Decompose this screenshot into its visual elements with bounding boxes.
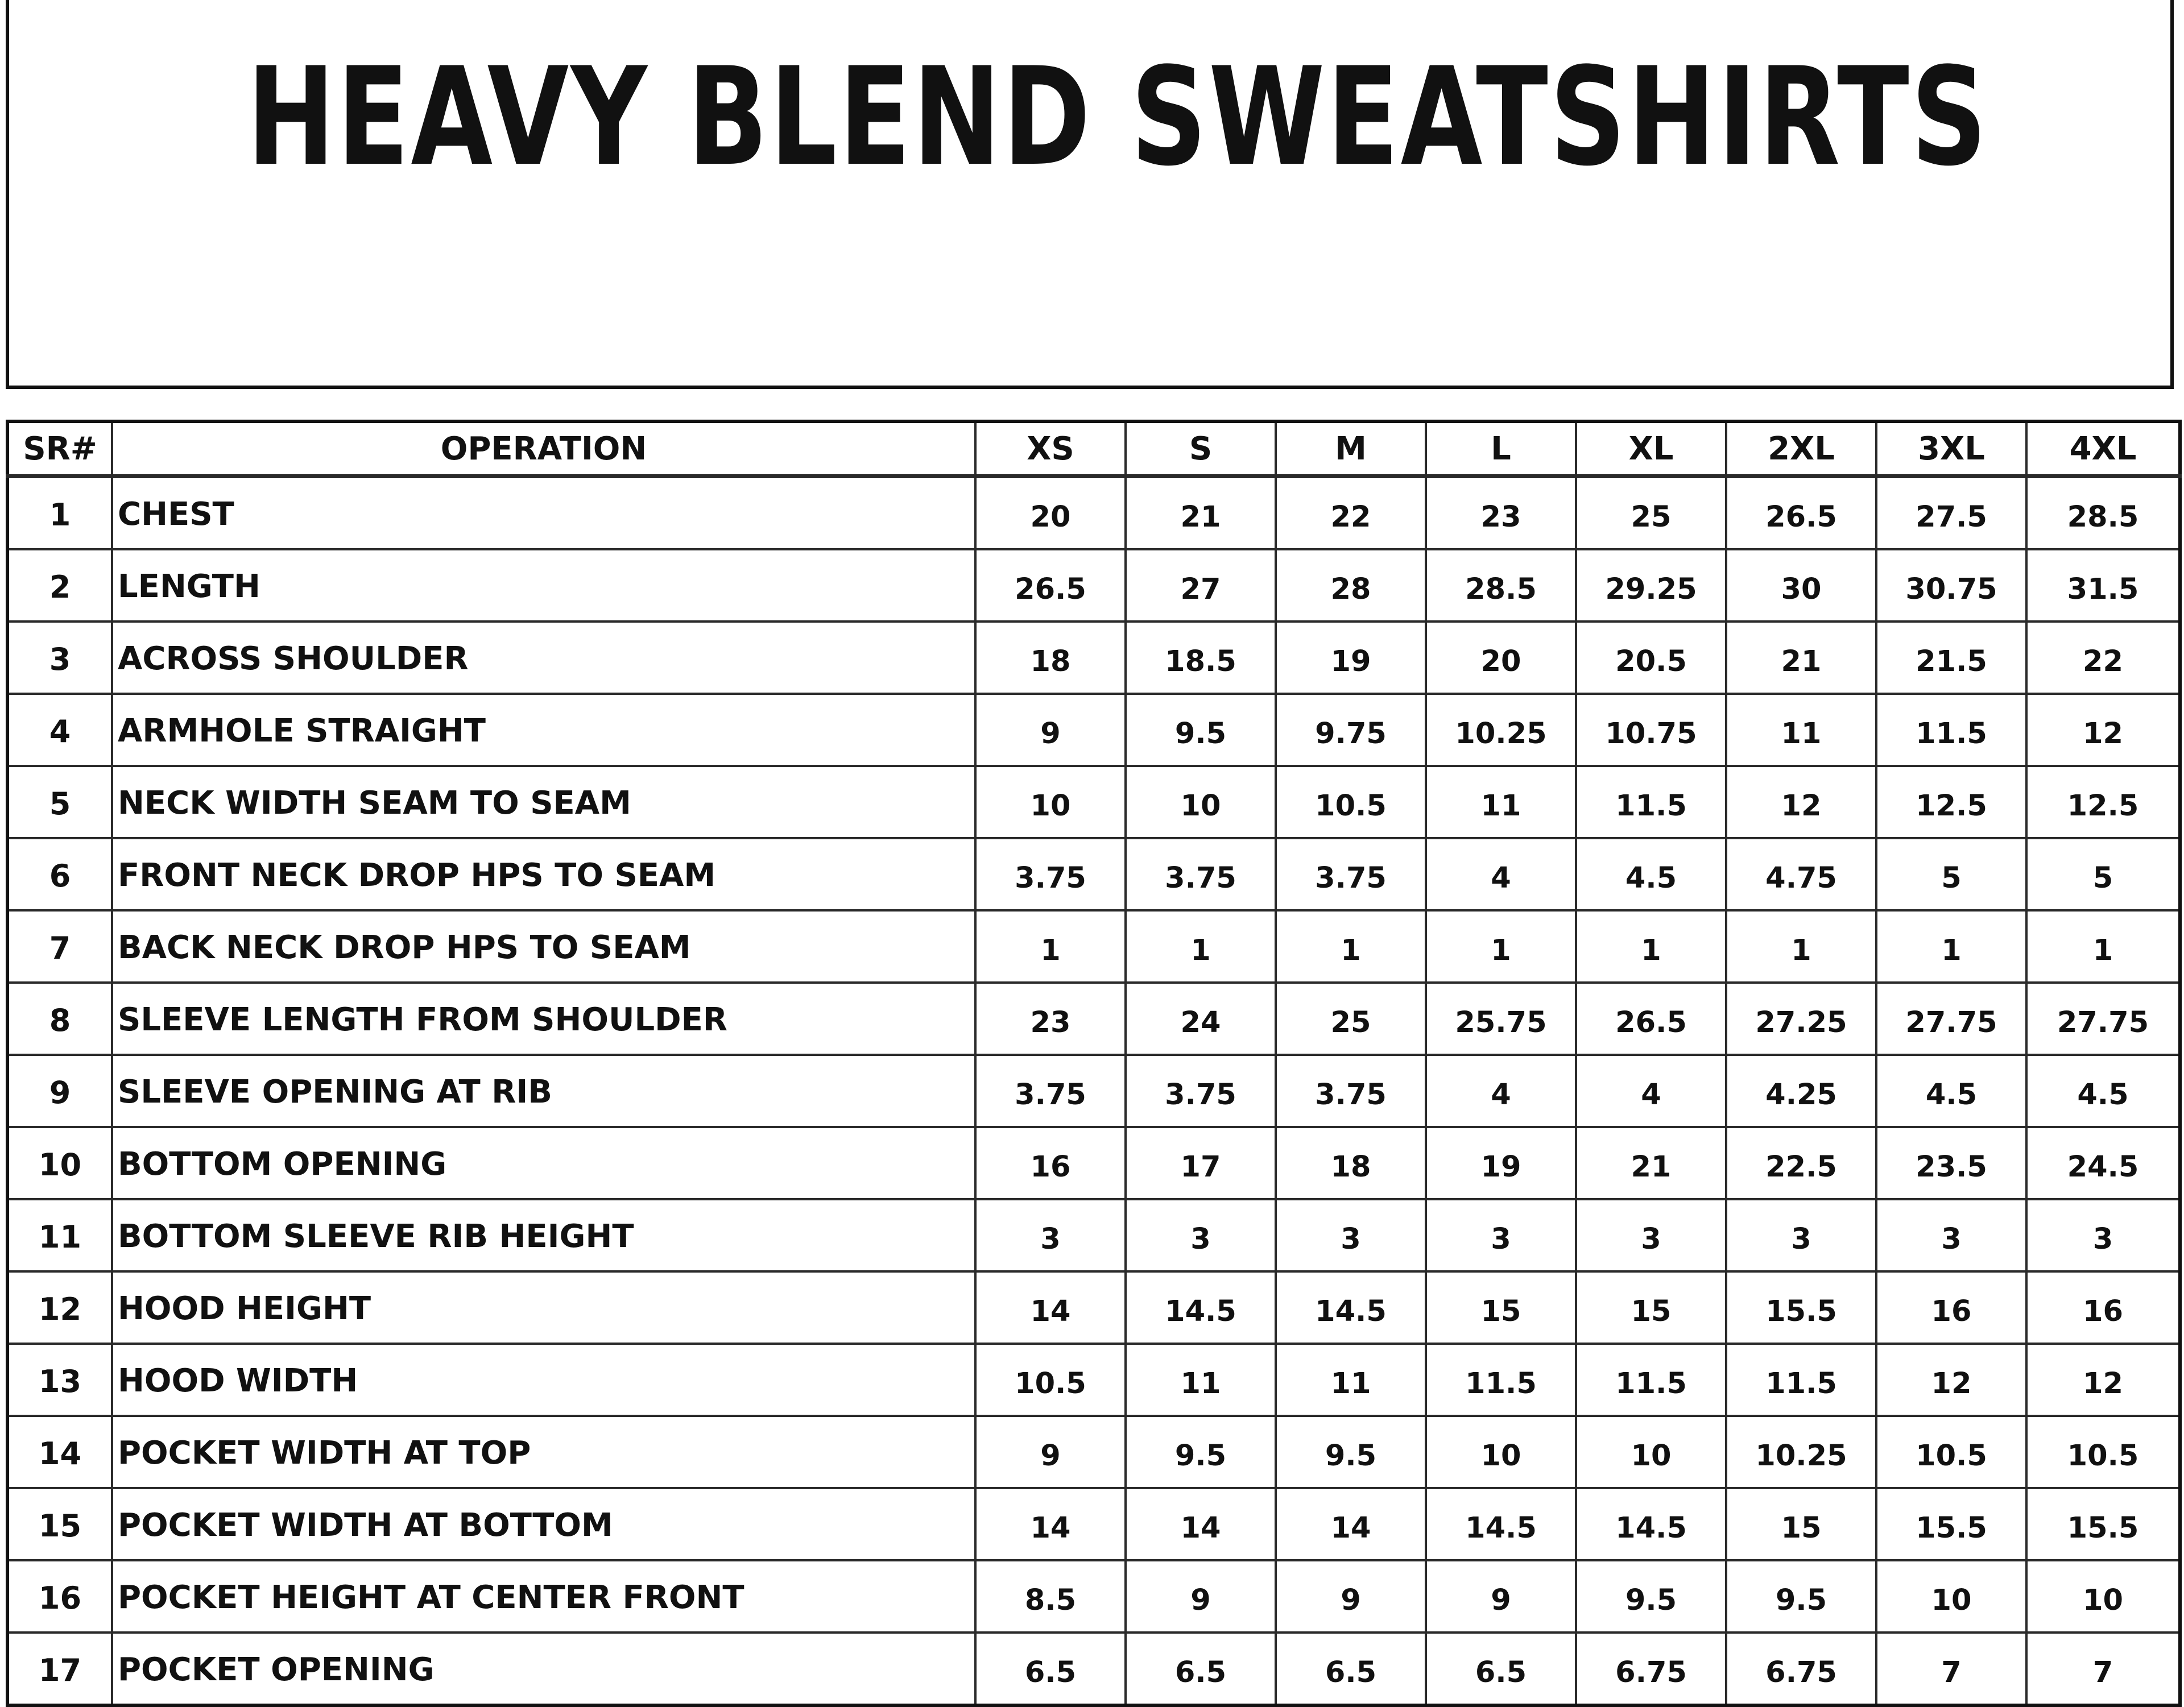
cell-2xl: 12 (1726, 766, 1876, 838)
cell-xl: 21 (1576, 1127, 1726, 1199)
cell-operation: HOOD WIDTH (112, 1344, 975, 1416)
table-row (7, 622, 2180, 694)
cell-xs: 23 (975, 983, 1126, 1055)
cell-4xl: 12 (2026, 1344, 2180, 1416)
table-row (7, 766, 2180, 838)
cell-s: 24 (1126, 983, 1276, 1055)
cell-2xl: 21 (1726, 622, 1876, 694)
cell-3xl: 27.75 (1876, 983, 2026, 1055)
cell-m: 14.5 (1276, 1271, 1426, 1344)
cell-l: 14.5 (1426, 1488, 1576, 1560)
cell-m: 9.75 (1276, 694, 1426, 766)
cell-xs: 10.5 (975, 1344, 1126, 1416)
table-header-row (7, 421, 2180, 477)
cell-xl: 15 (1576, 1271, 1726, 1344)
cell-xl: 10 (1576, 1416, 1726, 1488)
table-row (7, 910, 2180, 983)
cell-xl: 29.25 (1576, 549, 1726, 622)
cell-sr: 11 (7, 1199, 112, 1271)
table-row (7, 1488, 2180, 1560)
cell-operation: BOTTOM OPENING (112, 1127, 975, 1199)
cell-3xl: 23.5 (1876, 1127, 2026, 1199)
cell-operation: POCKET OPENING (112, 1633, 975, 1705)
cell-operation: POCKET HEIGHT AT CENTER FRONT (112, 1560, 975, 1633)
cell-xs: 6.5 (975, 1633, 1126, 1705)
cell-m: 6.5 (1276, 1633, 1426, 1705)
cell-xs: 3.75 (975, 838, 1126, 910)
cell-sr: 6 (7, 838, 112, 910)
cell-m: 9.5 (1276, 1416, 1426, 1488)
cell-s: 1 (1126, 910, 1276, 983)
cell-xs: 8.5 (975, 1560, 1126, 1633)
cell-xs: 14 (975, 1271, 1126, 1344)
cell-2xl: 6.75 (1726, 1633, 1876, 1705)
cell-l: 1 (1426, 910, 1576, 983)
cell-4xl: 5 (2026, 838, 2180, 910)
column-header-size-l: L (1426, 421, 1576, 477)
table-body (7, 477, 2180, 1706)
cell-4xl: 1 (2026, 910, 2180, 983)
cell-2xl: 15 (1726, 1488, 1876, 1560)
cell-operation: CHEST (112, 477, 975, 550)
cell-operation: BACK NECK DROP HPS TO SEAM (112, 910, 975, 983)
cell-xl: 26.5 (1576, 983, 1726, 1055)
cell-2xl: 10.25 (1726, 1416, 1876, 1488)
cell-m: 1 (1276, 910, 1426, 983)
cell-m: 3.75 (1276, 1055, 1426, 1127)
cell-operation: SLEEVE LENGTH FROM SHOULDER (112, 983, 975, 1055)
cell-xs: 1 (975, 910, 1126, 983)
cell-sr: 14 (7, 1416, 112, 1488)
column-header-size-2xl: 2XL (1726, 421, 1876, 477)
cell-sr: 10 (7, 1127, 112, 1199)
cell-s: 3.75 (1126, 1055, 1276, 1127)
cell-l: 9 (1426, 1560, 1576, 1633)
cell-s: 14 (1126, 1488, 1276, 1560)
cell-xs: 10 (975, 766, 1126, 838)
cell-l: 20 (1426, 622, 1576, 694)
cell-m: 3.75 (1276, 838, 1426, 910)
cell-sr: 9 (7, 1055, 112, 1127)
cell-4xl: 10.5 (2026, 1416, 2180, 1488)
table-row (7, 838, 2180, 910)
cell-s: 9.5 (1126, 694, 1276, 766)
table-row (7, 1416, 2180, 1488)
cell-xl: 9.5 (1576, 1560, 1726, 1633)
cell-2xl: 27.25 (1726, 983, 1876, 1055)
cell-3xl: 15.5 (1876, 1488, 2026, 1560)
cell-4xl: 12 (2026, 694, 2180, 766)
cell-2xl: 3 (1726, 1199, 1876, 1271)
cell-3xl: 1 (1876, 910, 2026, 983)
cell-s: 17 (1126, 1127, 1276, 1199)
cell-l: 10.25 (1426, 694, 1576, 766)
cell-2xl: 9.5 (1726, 1560, 1876, 1633)
cell-4xl: 15.5 (2026, 1488, 2180, 1560)
cell-l: 15 (1426, 1271, 1576, 1344)
cell-s: 14.5 (1126, 1271, 1276, 1344)
cell-xs: 3 (975, 1199, 1126, 1271)
cell-sr: 5 (7, 766, 112, 838)
cell-sr: 7 (7, 910, 112, 983)
column-header-size-m: M (1276, 421, 1426, 477)
cell-xl: 10.75 (1576, 694, 1726, 766)
column-header-operation: OPERATION (112, 421, 975, 477)
table-row (7, 1633, 2180, 1705)
cell-l: 19 (1426, 1127, 1576, 1199)
cell-2xl: 26.5 (1726, 477, 1876, 550)
cell-3xl: 5 (1876, 838, 2026, 910)
cell-xs: 16 (975, 1127, 1126, 1199)
cell-3xl: 12.5 (1876, 766, 2026, 838)
cell-2xl: 11 (1726, 694, 1876, 766)
cell-xl: 1 (1576, 910, 1726, 983)
title-box (6, 0, 2174, 389)
cell-xs: 18 (975, 622, 1126, 694)
cell-operation: FRONT NECK DROP HPS TO SEAM (112, 838, 975, 910)
cell-l: 28.5 (1426, 549, 1576, 622)
cell-l: 6.5 (1426, 1633, 1576, 1705)
cell-sr: 15 (7, 1488, 112, 1560)
cell-operation: POCKET WIDTH AT BOTTOM (112, 1488, 975, 1560)
size-spec-table (6, 420, 2182, 1707)
cell-xl: 20.5 (1576, 622, 1726, 694)
table-row (7, 549, 2180, 622)
cell-3xl: 10 (1876, 1560, 2026, 1633)
cell-4xl: 27.75 (2026, 983, 2180, 1055)
cell-l: 10 (1426, 1416, 1576, 1488)
cell-sr: 4 (7, 694, 112, 766)
cell-m: 28 (1276, 549, 1426, 622)
cell-xs: 9 (975, 694, 1126, 766)
cell-sr: 2 (7, 549, 112, 622)
cell-4xl: 31.5 (2026, 549, 2180, 622)
table-row (7, 1344, 2180, 1416)
cell-2xl: 4.75 (1726, 838, 1876, 910)
cell-xl: 11.5 (1576, 1344, 1726, 1416)
table-row (7, 1055, 2180, 1127)
cell-m: 19 (1276, 622, 1426, 694)
cell-2xl: 22.5 (1726, 1127, 1876, 1199)
cell-m: 10.5 (1276, 766, 1426, 838)
cell-sr: 3 (7, 622, 112, 694)
cell-3xl: 4.5 (1876, 1055, 2026, 1127)
cell-xl: 14.5 (1576, 1488, 1726, 1560)
cell-sr: 13 (7, 1344, 112, 1416)
cell-xs: 14 (975, 1488, 1126, 1560)
cell-xl: 4 (1576, 1055, 1726, 1127)
cell-xs: 9 (975, 1416, 1126, 1488)
cell-l: 3 (1426, 1199, 1576, 1271)
cell-operation: ACROSS SHOULDER (112, 622, 975, 694)
cell-2xl: 30 (1726, 549, 1876, 622)
cell-operation: LENGTH (112, 549, 975, 622)
table-row (7, 983, 2180, 1055)
cell-3xl: 12 (1876, 1344, 2026, 1416)
cell-2xl: 11.5 (1726, 1344, 1876, 1416)
cell-xl: 11.5 (1576, 766, 1726, 838)
cell-4xl: 3 (2026, 1199, 2180, 1271)
cell-s: 18.5 (1126, 622, 1276, 694)
cell-m: 3 (1276, 1199, 1426, 1271)
cell-4xl: 28.5 (2026, 477, 2180, 550)
column-header-size-xs: XS (975, 421, 1126, 477)
cell-m: 22 (1276, 477, 1426, 550)
cell-xl: 4.5 (1576, 838, 1726, 910)
cell-l: 25.75 (1426, 983, 1576, 1055)
cell-3xl: 30.75 (1876, 549, 2026, 622)
cell-l: 4 (1426, 838, 1576, 910)
cell-s: 9 (1126, 1560, 1276, 1633)
cell-sr: 8 (7, 983, 112, 1055)
cell-s: 6.5 (1126, 1633, 1276, 1705)
cell-operation: POCKET WIDTH AT TOP (112, 1416, 975, 1488)
cell-m: 18 (1276, 1127, 1426, 1199)
cell-4xl: 10 (2026, 1560, 2180, 1633)
cell-s: 3 (1126, 1199, 1276, 1271)
cell-operation: ARMHOLE STRAIGHT (112, 694, 975, 766)
cell-xs: 20 (975, 477, 1126, 550)
table-row (7, 477, 2180, 550)
cell-l: 23 (1426, 477, 1576, 550)
cell-xs: 3.75 (975, 1055, 1126, 1127)
cell-4xl: 7 (2026, 1633, 2180, 1705)
cell-sr: 16 (7, 1560, 112, 1633)
table-row (7, 1271, 2180, 1344)
cell-m: 25 (1276, 983, 1426, 1055)
table-row (7, 1199, 2180, 1271)
cell-2xl: 4.25 (1726, 1055, 1876, 1127)
cell-4xl: 4.5 (2026, 1055, 2180, 1127)
cell-l: 11.5 (1426, 1344, 1576, 1416)
cell-operation: BOTTOM SLEEVE RIB HEIGHT (112, 1199, 975, 1271)
cell-3xl: 7 (1876, 1633, 2026, 1705)
cell-4xl: 24.5 (2026, 1127, 2180, 1199)
cell-xl: 3 (1576, 1199, 1726, 1271)
cell-3xl: 10.5 (1876, 1416, 2026, 1488)
column-header-sr: SR# (7, 421, 112, 477)
column-header-size-3xl: 3XL (1876, 421, 2026, 477)
cell-m: 9 (1276, 1560, 1426, 1633)
cell-operation: NECK WIDTH SEAM TO SEAM (112, 766, 975, 838)
cell-xs: 26.5 (975, 549, 1126, 622)
cell-l: 4 (1426, 1055, 1576, 1127)
cell-s: 9.5 (1126, 1416, 1276, 1488)
cell-s: 21 (1126, 477, 1276, 550)
cell-3xl: 21.5 (1876, 622, 2026, 694)
cell-sr: 12 (7, 1271, 112, 1344)
cell-3xl: 16 (1876, 1271, 2026, 1344)
cell-4xl: 12.5 (2026, 766, 2180, 838)
cell-operation: SLEEVE OPENING AT RIB (112, 1055, 975, 1127)
cell-xl: 6.75 (1576, 1633, 1726, 1705)
cell-3xl: 11.5 (1876, 694, 2026, 766)
cell-4xl: 22 (2026, 622, 2180, 694)
cell-m: 11 (1276, 1344, 1426, 1416)
column-header-size-xl: XL (1576, 421, 1726, 477)
page-title: HEAVY BLEND SWEATSHIRTS (247, 39, 1989, 196)
cell-xl: 25 (1576, 477, 1726, 550)
cell-3xl: 27.5 (1876, 477, 2026, 550)
cell-3xl: 3 (1876, 1199, 2026, 1271)
cell-sr: 1 (7, 477, 112, 550)
cell-sr: 17 (7, 1633, 112, 1705)
cell-s: 11 (1126, 1344, 1276, 1416)
cell-2xl: 1 (1726, 910, 1876, 983)
cell-s: 10 (1126, 766, 1276, 838)
cell-4xl: 16 (2026, 1271, 2180, 1344)
cell-operation: HOOD HEIGHT (112, 1271, 975, 1344)
cell-l: 11 (1426, 766, 1576, 838)
cell-s: 3.75 (1126, 838, 1276, 910)
cell-m: 14 (1276, 1488, 1426, 1560)
column-header-size-s: S (1126, 421, 1276, 477)
column-header-size-4xl: 4XL (2026, 421, 2180, 477)
table-row (7, 1127, 2180, 1199)
table-row (7, 694, 2180, 766)
cell-s: 27 (1126, 549, 1276, 622)
cell-2xl: 15.5 (1726, 1271, 1876, 1344)
